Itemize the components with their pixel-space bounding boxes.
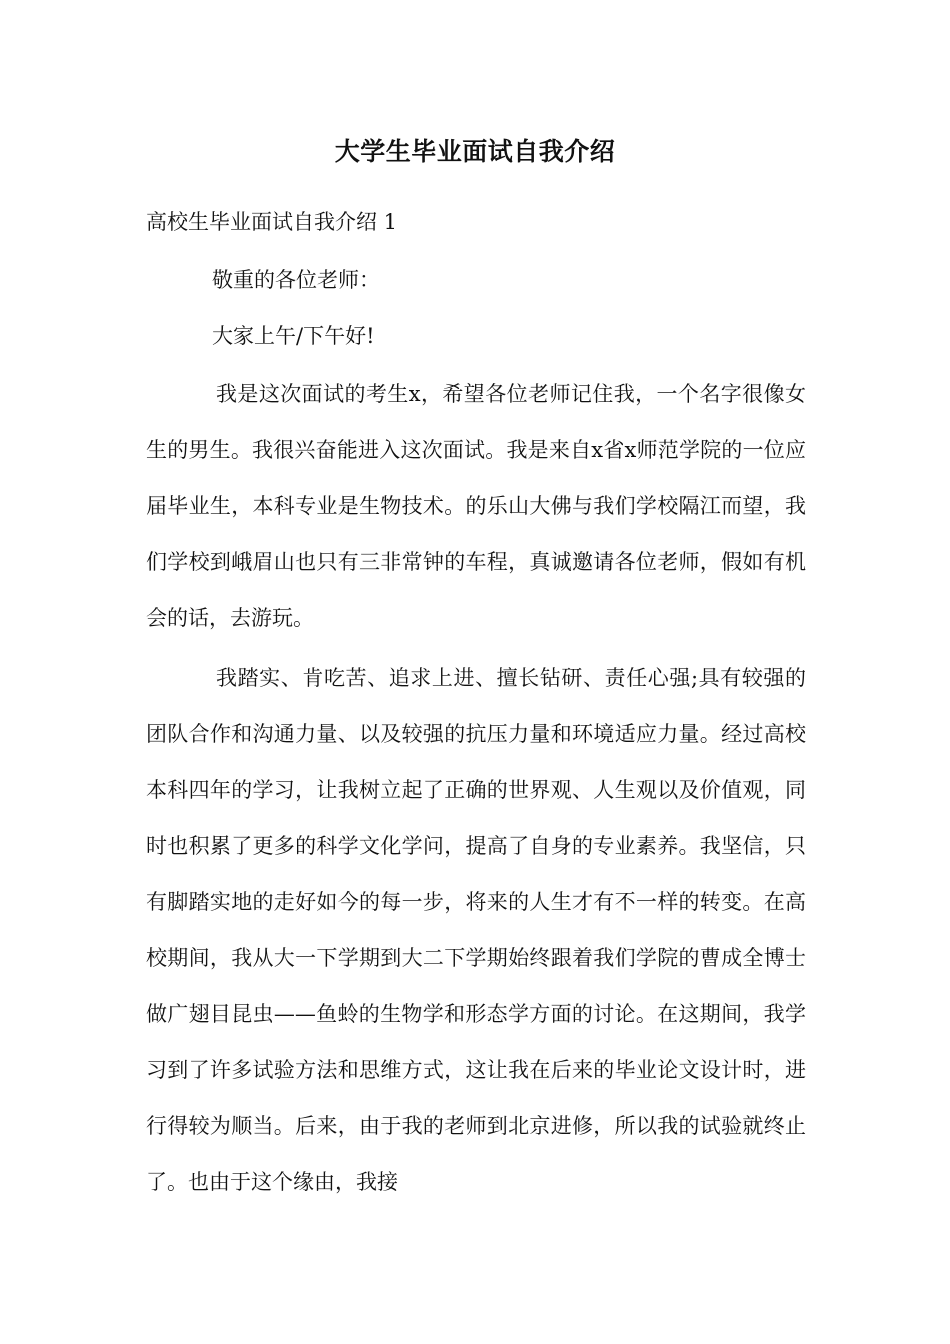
paragraph-qualities: 我踏实、肯吃苦、追求上进、擅长钻研、责任心强;具有较强的团队合作和沟通力量、以及较强的抗压力量和环境适应力量。经过高校本科四年的学习，让我树立起了正确的世界观、人生观以及价值观，同时也积累了更多的科学文化学问，提高了自身的专业素养。我坚信，只有脚踏实地的走好如今的每一步，将来的人生才有不一样的转变。在高校期间，我从大一下学期到大二下学期始终跟着我们学院的曹成全博士做广翅目昆虫——鱼蛉的生物学和形态学方面的讨论。在这期间，我学习到了许多试验方法和思维方式，这让我在后来的毕业论文设计时，进行得较为顺当。后来，由于我的老师到北京进修，所以我的试验就终止了。也由于这个缘由，我接: [146, 666, 806, 1194]
document-title: 大学生毕业面试自我介绍: [334, 137, 616, 166]
section-heading: 高校生毕业面试自我介绍 1: [146, 210, 398, 234]
paragraph-introduction: 我是这次面试的考生x，希望各位老师记住我，一个名字很像女生的男生。我很兴奋能进入这次面试。我是来自x省x师范学院的一位应届毕业生，本科专业是生物技术。的乐山大佛与我们学校隔江而望，我们学校到峨眉山也只有三非常钟的车程，真诚邀请各位老师，假如有机会的话，去游玩。: [146, 382, 806, 630]
greeting: 大家上午/下午好!: [212, 324, 375, 348]
salutation: 敬重的各位老师：: [212, 268, 380, 292]
